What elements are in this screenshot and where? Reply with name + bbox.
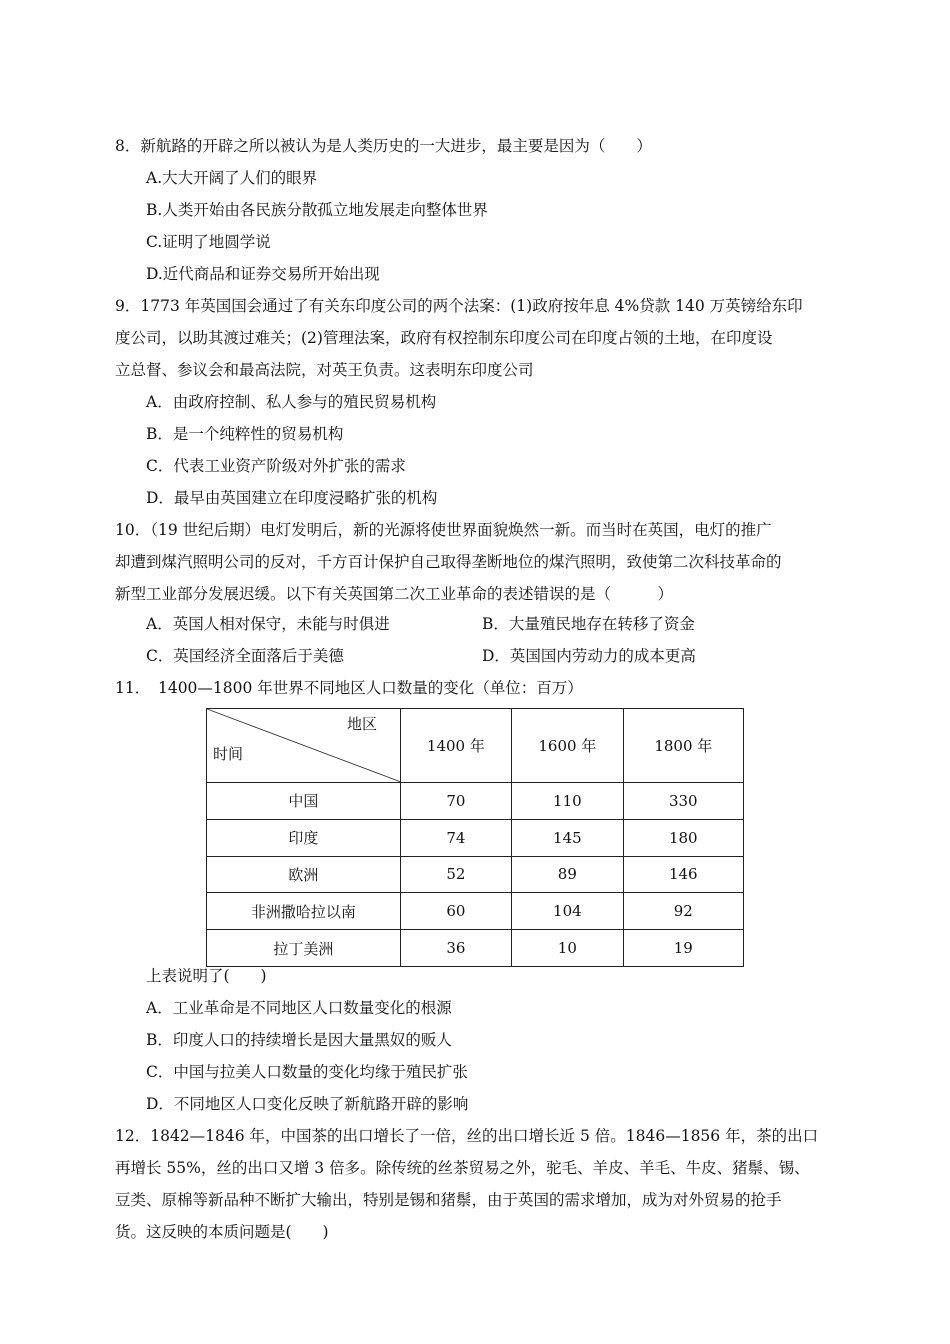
value-cell: 145: [512, 819, 623, 856]
q8-stem: 8．新航路的开辟之所以被认为是人类历史的一大进步，最主要是因为（ ）: [115, 137, 652, 155]
value-cell: 110: [512, 783, 623, 820]
q9-stem-line: 9．1773 年英国国会通过了有关东印度公司的两个法案：(1)政府按年息 4%贷款 140 万英镑给东印: [115, 297, 803, 315]
value-cell: 36: [400, 930, 511, 967]
q11-option-c: C．中国与拉美人口数量的变化均缘于殖民扩张: [146, 1063, 468, 1081]
corner-region-label: 地区: [347, 715, 378, 733]
q8-option-a: A.大大开阔了人们的眼界: [146, 169, 318, 187]
value-cell: 60: [400, 893, 511, 930]
table-corner-cell: [207, 709, 401, 783]
q11-option-a: A．工业革命是不同地区人口数量变化的根源: [146, 999, 452, 1017]
value-cell: 180: [623, 819, 743, 856]
q11-question: 上表说明了( ): [146, 967, 267, 985]
q10-option-b: B．大量殖民地存在转移了资金: [482, 615, 695, 633]
table-row: [207, 893, 744, 930]
value-cell: 330: [623, 783, 743, 820]
region-cell: 欧洲: [207, 856, 401, 893]
table-header-row: [207, 709, 744, 783]
value-cell: 52: [400, 856, 511, 893]
value-cell: 19: [623, 930, 743, 967]
table-row: [207, 930, 744, 967]
corner-time-label: 时间: [213, 745, 244, 763]
q9-option-b: B．是一个纯粹性的贸易机构: [146, 425, 344, 443]
value-cell: 74: [400, 819, 511, 856]
q10-option-a: A．英国人相对保守，未能与时俱进: [146, 615, 390, 633]
column-header: 1800 年: [623, 709, 743, 783]
q9-option-c: C．代表工业资产阶级对外扩张的需求: [146, 457, 406, 475]
value-cell: 70: [400, 783, 511, 820]
q10-stem-line: 10．（19 世纪后期）电灯发明后，新的光源将使世界面貌焕然一新。而当时在英国，电灯的推广: [115, 521, 772, 539]
q8-option-d: D.近代商品和证券交易所开始出现: [146, 265, 380, 283]
table-row: [207, 783, 744, 820]
q11-option-b: B．印度人口的持续增长是因大量黑奴的贩人: [146, 1031, 452, 1049]
q12-stem-line: 12．1842—1846 年，中国茶的出口增长了一倍，丝的出口增长近 5 倍。1846—1856 年，茶的出口: [115, 1127, 819, 1145]
q8-option-b: B.人类开始由各民族分散孤立地发展走向整体世界: [146, 201, 488, 219]
value-cell: 89: [512, 856, 623, 893]
q9-option-a: A．由政府控制、私人参与的殖民贸易机构: [146, 393, 437, 411]
table-row: [207, 819, 744, 856]
population-table: [206, 708, 744, 967]
q10-stem-line: 新型工业部分发展迟缓。以下有关英国第二次工业革命的表述错误的是（ ）: [115, 585, 674, 603]
q12-stem-line: 再增长 55%，丝的出口又增 3 倍多。除传统的丝茶贸易之外，驼毛、羊皮、羊毛、牛皮、猪鬃、锡、: [115, 1159, 810, 1177]
q10-option-c: C．英国经济全面落后于美德: [146, 647, 344, 665]
q12-stem-line: 货。这反映的本质问题是( ): [115, 1223, 329, 1241]
value-cell: 92: [623, 893, 743, 930]
region-cell: 中国: [207, 783, 401, 820]
q9-option-d: D．最早由英国建立在印度浸略扩张的机构: [146, 489, 438, 507]
q11-option-d: D．不同地区人口变化反映了新航路开辟的影响: [146, 1095, 469, 1113]
table-row: [207, 856, 744, 893]
region-cell: 拉丁美洲: [207, 930, 401, 967]
q10-stem-line: 却遭到煤汽照明公司的反对，千方百计保护自己取得垄断地位的煤汽照明，致使第二次科技革命的: [115, 553, 782, 571]
q8-option-c: C.证明了地圆学说: [146, 233, 271, 251]
value-cell: 146: [623, 856, 743, 893]
q10-option-d: D．英国国内劳动力的成本更高: [482, 647, 696, 665]
column-header: 1600 年: [512, 709, 623, 783]
column-header: 1400 年: [400, 709, 511, 783]
q12-stem-line: 豆类、原棉等新品种不断扩大输出，特别是锡和猪鬃，由于英国的需求增加，成为对外贸易的抢手: [115, 1191, 782, 1209]
q9-stem-line: 度公司，以助其渡过难关；(2)管理法案，政府有权控制东印度公司在印度占领的土地，在印度设: [115, 329, 773, 347]
q11-stem: 11． 1400—1800 年世界不同地区人口数量的变化（单位：百万）: [115, 679, 583, 697]
q9-stem-line: 立总督、参议会和最高法院，对英王负责。这表明东印度公司: [115, 361, 534, 379]
value-cell: 104: [512, 893, 623, 930]
value-cell: 10: [512, 930, 623, 967]
region-cell: 印度: [207, 819, 401, 856]
region-cell: 非洲撒哈拉以南: [207, 893, 401, 930]
